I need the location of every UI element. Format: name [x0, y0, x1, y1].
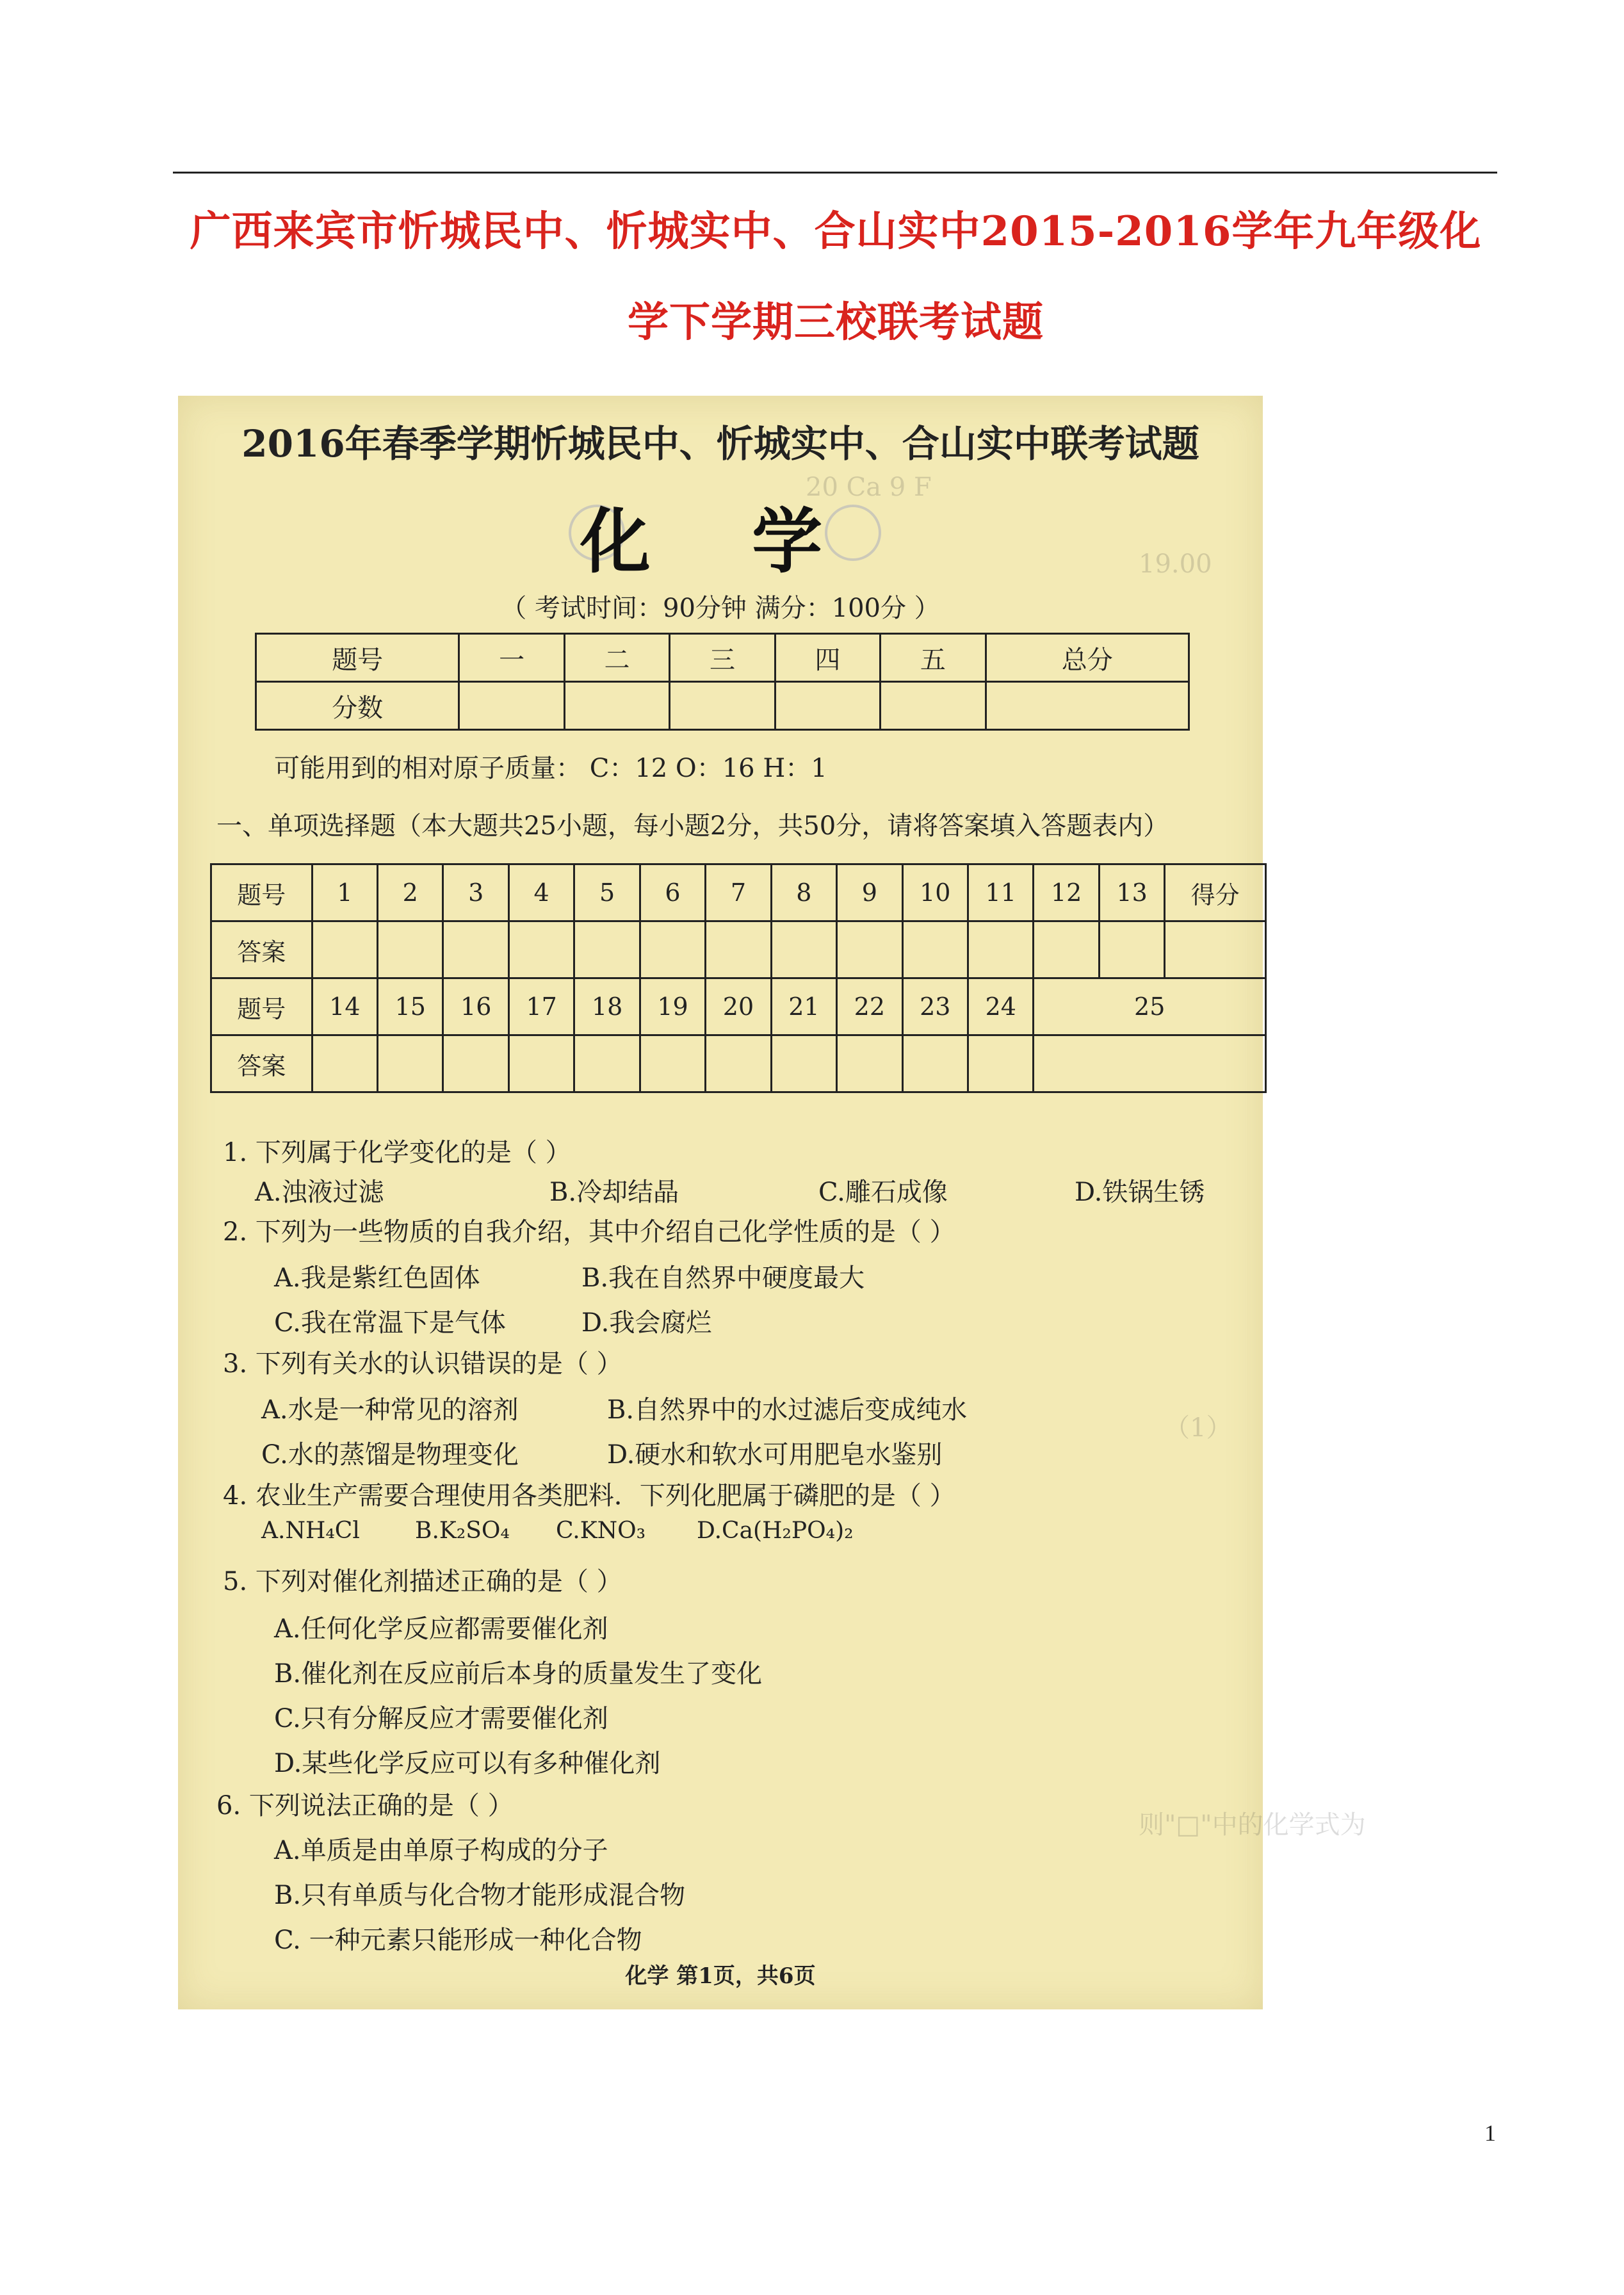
answer-input-cell[interactable]	[771, 1035, 836, 1092]
option: A.NH₄Cl	[261, 1518, 360, 1544]
table-cell: 1	[312, 864, 377, 921]
table-cell: 四	[775, 634, 880, 682]
answer-input-cell[interactable]	[771, 921, 836, 978]
exam-page-footer: 化学 第1页，共6页	[625, 1963, 816, 1989]
answer-input-cell[interactable]	[837, 921, 902, 978]
document-title-line2: 学下学期三校联考试题	[628, 298, 1044, 346]
table-cell: 22	[837, 978, 902, 1035]
table-cell: 3	[443, 864, 508, 921]
question-stem: 6. 下列说法正确的是（ ）	[216, 1791, 514, 1821]
table-row	[211, 921, 1266, 978]
question-stem: 2. 下列为一些物质的自我介绍，其中介绍自己化学性质的是（ ）	[223, 1217, 955, 1247]
table-cell: 8	[771, 864, 836, 921]
option: D.铁锅生锈	[1075, 1178, 1205, 1207]
answer-input-cell[interactable]	[1034, 1035, 1266, 1092]
table-row	[256, 682, 1189, 730]
exam-title: 2016年春季学期忻城民中、忻城实中、合山实中联考试题	[241, 422, 1199, 466]
answer-input-cell[interactable]	[640, 1035, 705, 1092]
table-cell: 14	[312, 978, 377, 1035]
table-cell: 7	[706, 864, 771, 921]
table-cell: 答案	[211, 921, 313, 978]
answer-input-cell[interactable]	[378, 921, 443, 978]
option: C.只有分解反应才需要催化剂	[274, 1704, 608, 1733]
option: C.雕石成像	[818, 1178, 948, 1207]
question-stem: 3. 下列有关水的认识错误的是（ ）	[223, 1349, 622, 1379]
answer-table	[210, 863, 1267, 1093]
table-cell: 一	[459, 634, 564, 682]
table-cell: 18	[574, 978, 640, 1035]
table-cell: 15	[378, 978, 443, 1035]
answer-input-cell[interactable]	[443, 1035, 508, 1092]
document-title-line1: 广西来宾市忻城民中、忻城实中、合山实中2015-2016学年九年级化	[190, 207, 1482, 255]
scanned-exam-page: 20 Ca 9 F 19.00 （1） 则"□"中的化学式为 2016年春季学期忻城民中、忻城实中、合山实中联考试题 化 学 （ 考试时间：90分钟 满分：100分 ） 题号 一 二 三 四 五 总分 分数 可能用到的相对原子质量： C：12 O：16 H：1 一、单项选择题（本大题共25小题，每小题2分，共50分，请将答案填入答题表内） 题号 1 2 3 4 5 6 7 8 9 10 11 12 13 得分 答案 题号 14 15 16 17 18 19 20 21 22 23 24 25 答案 1. 下列属于化学变化的是（ ） A.浊液过滤 B.冷却结晶 C.雕石成像 D.铁锅生锈 2. 下列为一些物质的自我介绍，其中介绍自己化学性质的是（ ） A.我是紫红色固体 B.我在自然界中硬度最大 C.我在常温下是气体 D.我会腐烂 3. 下列有关水的认识错误的是（ ） A.水是一种常见的溶剂 B.自然界中的水过滤后变成纯水 C.水的蒸馏是物理变化 D.硬水和软水可用肥皂水鉴别 4. 农业生产需要合理使用各类肥料．下列化肥属于磷肥的是（ ） A.NH₄Cl B.K₂SO₄ C.KNO₃ D.Ca(H₂PO₄)₂ 5. 下列对催化剂描述正确的是（ ） A.任何化学反应都需要催化剂 B.催化剂在反应前后本身的质量发生了变化 C.只有分解反应才需要催化剂 D.某些化学反应可以有多种催化剂 6. 下列说法正确的是（ ） A.单质是由单原子构成的分子 B.只有单质与化合物才能形成混合物 C. 一种元素只能形成一种化合物 化学 第1页，共6页	[178, 396, 1263, 2009]
atomic-mass-note: 可能用到的相对原子质量： C：12 O：16 H：1	[274, 754, 827, 783]
question-stem: 5. 下列对催化剂描述正确的是（ ）	[223, 1567, 622, 1596]
option: C.KNO₃	[556, 1518, 646, 1544]
table-cell: 答案	[211, 1035, 313, 1092]
answer-input-cell[interactable]	[312, 921, 377, 978]
answer-input-cell[interactable]	[1034, 921, 1099, 978]
answer-input-cell[interactable]	[640, 921, 705, 978]
option: B.K₂SO₄	[415, 1518, 510, 1544]
option: A.单质是由单原子构成的分子	[274, 1836, 608, 1865]
table-cell: 三	[670, 634, 775, 682]
answer-input-cell[interactable]	[1165, 921, 1266, 978]
table-cell: 9	[837, 864, 902, 921]
option: A.我是紫红色固体	[274, 1263, 480, 1293]
answer-input-cell[interactable]	[706, 921, 771, 978]
table-cell: 题号	[211, 864, 313, 921]
option: D.硬水和软水可用肥皂水鉴别	[607, 1440, 943, 1470]
page-number: 1	[1484, 2120, 1496, 2146]
answer-input-cell[interactable]	[706, 1035, 771, 1092]
table-cell: 13	[1099, 864, 1164, 921]
table-row	[211, 1035, 1266, 1092]
table-cell: 五	[881, 634, 986, 682]
table-cell: 5	[574, 864, 640, 921]
table-cell: 25	[1034, 978, 1266, 1035]
table-row	[256, 634, 1189, 682]
table-cell: 17	[508, 978, 574, 1035]
option: A.水是一种常见的溶剂	[261, 1395, 519, 1425]
table-cell: 12	[1034, 864, 1099, 921]
option: A.浊液过滤	[255, 1178, 384, 1207]
exam-subject: 化 学	[580, 500, 861, 583]
question-stem: 1. 下列属于化学变化的是（ ）	[223, 1138, 571, 1167]
option: C.水的蒸馏是物理变化	[261, 1440, 519, 1470]
table-cell: 2	[378, 864, 443, 921]
top-rule	[173, 172, 1497, 174]
option: D.某些化学反应可以有多种催化剂	[274, 1749, 661, 1778]
score-input-cell[interactable]	[881, 682, 986, 730]
score-input-cell[interactable]	[986, 682, 1189, 730]
option: B.自然界中的水过滤后变成纯水	[607, 1395, 968, 1425]
answer-input-cell[interactable]	[378, 1035, 443, 1092]
score-input-cell[interactable]	[775, 682, 880, 730]
option: C.我在常温下是气体	[274, 1308, 506, 1338]
score-input-cell[interactable]	[564, 682, 669, 730]
option: C. 一种元素只能形成一种化合物	[274, 1926, 642, 1955]
answer-input-cell[interactable]	[1099, 921, 1164, 978]
score-input-cell[interactable]	[670, 682, 775, 730]
table-cell: 二	[564, 634, 669, 682]
option: B.只有单质与化合物才能形成混合物	[274, 1881, 686, 1910]
table-cell: 19	[640, 978, 705, 1035]
score-input-cell[interactable]	[459, 682, 564, 730]
table-row	[211, 864, 1266, 921]
answer-input-cell[interactable]	[443, 921, 508, 978]
answer-input-cell[interactable]	[968, 1035, 1033, 1092]
answer-input-cell[interactable]	[902, 921, 968, 978]
table-cell: 题号	[211, 978, 313, 1035]
section-heading: 一、单项选择题（本大题共25小题，每小题2分，共50分，请将答案填入答题表内）	[216, 811, 1169, 841]
table-cell: 24	[968, 978, 1033, 1035]
answer-input-cell[interactable]	[574, 921, 640, 978]
table-cell: 4	[508, 864, 574, 921]
option: A.任何化学反应都需要催化剂	[274, 1614, 608, 1644]
answer-input-cell[interactable]	[508, 1035, 574, 1092]
exam-info: （ 考试时间：90分钟 满分：100分 ）	[501, 594, 940, 623]
answer-input-cell[interactable]	[902, 1035, 968, 1092]
option: B.我在自然界中硬度最大	[581, 1263, 865, 1293]
option: D.我会腐烂	[581, 1308, 712, 1338]
table-cell: 6	[640, 864, 705, 921]
table-row	[211, 978, 1266, 1035]
score-table	[255, 633, 1190, 731]
question-stem: 4. 农业生产需要合理使用各类肥料．下列化肥属于磷肥的是（ ）	[223, 1481, 955, 1511]
table-cell: 21	[771, 978, 836, 1035]
table-cell: 题号	[256, 634, 459, 682]
table-cell: 20	[706, 978, 771, 1035]
answer-input-cell[interactable]	[837, 1035, 902, 1092]
answer-input-cell[interactable]	[508, 921, 574, 978]
answer-input-cell[interactable]	[312, 1035, 377, 1092]
option: B.催化剂在反应前后本身的质量发生了变化	[274, 1659, 763, 1689]
table-cell: 总分	[986, 634, 1189, 682]
option: D.Ca(H₂PO₄)₂	[697, 1518, 854, 1544]
table-cell: 10	[902, 864, 968, 921]
table-cell: 16	[443, 978, 508, 1035]
answer-input-cell[interactable]	[574, 1035, 640, 1092]
table-cell: 分数	[256, 682, 459, 730]
table-cell: 11	[968, 864, 1033, 921]
table-cell: 23	[902, 978, 968, 1035]
answer-input-cell[interactable]	[968, 921, 1033, 978]
option: B.冷却结晶	[549, 1178, 679, 1207]
table-cell: 得分	[1165, 864, 1266, 921]
